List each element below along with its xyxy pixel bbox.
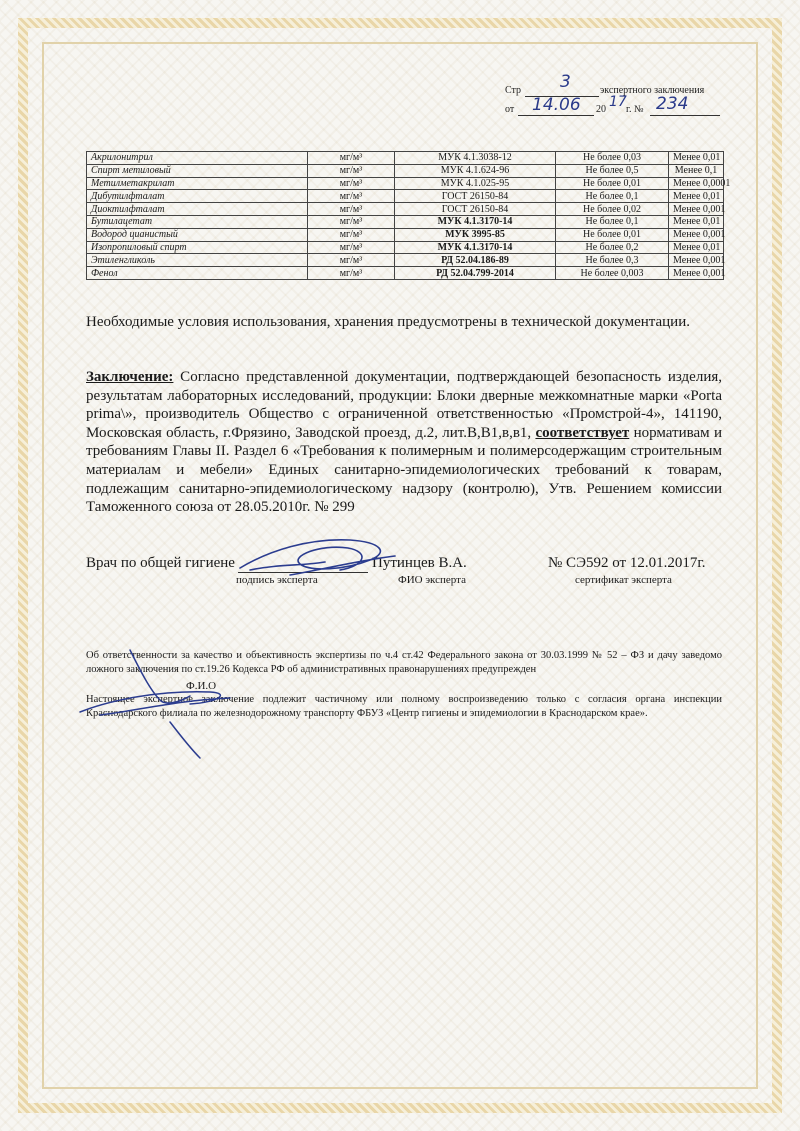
- cell-substance: Спирт метиловый: [87, 164, 308, 177]
- cell-unit: мг/м³: [308, 203, 395, 216]
- year-prefix: 20: [596, 104, 606, 115]
- cell-norm: Не более 0,1: [556, 190, 669, 203]
- cell-method: ГОСТ 26150-84: [395, 203, 556, 216]
- table-row: [87, 177, 724, 190]
- cell-unit: мг/м³: [308, 267, 395, 280]
- cell-unit: мг/м³: [308, 177, 395, 190]
- from-label: от: [505, 104, 515, 115]
- page-label: Стр: [505, 85, 522, 96]
- page-suffix: экспертного заключения: [600, 85, 705, 96]
- cell-norm: Не более 0,01: [556, 228, 669, 241]
- caption-name: ФИО эксперта: [398, 574, 466, 586]
- cell-norm: Не более 0,5: [556, 164, 669, 177]
- results-table: [86, 151, 731, 280]
- cell-unit: мг/м³: [308, 190, 395, 203]
- cell-method: МУК 4.1.025-95: [395, 177, 556, 190]
- cell-result: Менее 0,001: [669, 203, 724, 216]
- cell-result: Менее 0,01: [669, 215, 724, 228]
- cell-norm: Не более 0,1: [556, 215, 669, 228]
- reproduction-text: Настоящее экспертное заключение подлежит частичному или полному воспроизведению только с согласия органа инспекции Краснодарского филиала по железнодорожному транспорту ФБУЗ «Центр гигиены и эпидемиологии в Краснодарском крае».: [86, 694, 722, 719]
- cell-substance: Фенол: [87, 267, 308, 280]
- table-row: [87, 254, 724, 267]
- conclusion-text-1: Согласно представленной документации, подтверждающей безопасность изделия, результатам лабораторных исследований, продукции: Блоки дверные межкомнатные марки «Porta prima\», производитель Общество с ограниченной ответственностью «Промстрой-4», 141190, Московская область, г.Фрязино, Заводской проезд, д.2, лит.В,В1,в,в1,: [86, 369, 722, 441]
- cell-substance: Бутилацетат: [87, 215, 308, 228]
- cell-substance: Водород цианистый: [87, 228, 308, 241]
- cell-method: РД 52.04.799-2014: [395, 267, 556, 280]
- cell-result: Менее 0,001: [669, 267, 724, 280]
- table-row: [87, 241, 724, 254]
- table-row: [87, 228, 724, 241]
- number-handwritten: 234: [656, 94, 689, 114]
- cell-result: Менее 0,001: [669, 228, 724, 241]
- footer-handwritten-signature: [70, 640, 260, 770]
- cell-substance: Дибутилфталат: [87, 190, 308, 203]
- cell-unit: мг/м³: [308, 164, 395, 177]
- cell-result: Менее 0,01: [669, 152, 724, 165]
- cell-norm: Не более 0,003: [556, 267, 669, 280]
- table-row: [87, 267, 724, 280]
- conclusion-paragraph: [86, 368, 722, 517]
- table-row: [87, 215, 724, 228]
- cell-unit: мг/м³: [308, 241, 395, 254]
- cell-method: МУК 4.1.3038-12: [395, 152, 556, 165]
- conclusion-text-2: нормативам и требованиям Главы II. Раздел 6 «Требования к полимерным и полимерсодержащим строительным материалам и мебели» Единых санитарно-эпидемиологических требований к товарам, подлежащим санитарно-эпидемиологическому надзору (контролю), Утв. Решением комиссии Таможенного союза от 28.05.2010г. № 299: [86, 424, 722, 516]
- cell-method: МУК 4.1.624-96: [395, 164, 556, 177]
- conditions-paragraph: Необходимые условия использования, хранения предусмотрены в технической документации.: [86, 314, 690, 330]
- cell-unit: мг/м³: [308, 152, 395, 165]
- cell-norm: Не более 0,3: [556, 254, 669, 267]
- table-row: [87, 164, 724, 177]
- cell-substance: Акрилонитрил: [87, 152, 308, 165]
- cell-substance: Этиленгликоль: [87, 254, 308, 267]
- cell-norm: Не более 0,01: [556, 177, 669, 190]
- table-row: [87, 152, 724, 165]
- table-row: [87, 203, 724, 216]
- cell-result: Менее 0,0001: [669, 177, 724, 190]
- cell-method: МУК 4.1.3170-14: [395, 215, 556, 228]
- date-handwritten: 14.06: [532, 95, 581, 115]
- cell-norm: Не более 0,03: [556, 152, 669, 165]
- page-number-handwritten: 3: [560, 72, 571, 92]
- cell-unit: мг/м³: [308, 228, 395, 241]
- number-label: г. №: [626, 104, 644, 115]
- cell-substance: Метилметакрилат: [87, 177, 308, 190]
- responsibility-text: Об ответственности за качество и объективность экспертизы по ч.4 ст.42 Федерального закона от 30.03.1999 № 52 – ФЗ и дачу заведомо ложного заключения по ст.19.26 Кодекса РФ об административных правонарушениях предупрежден: [86, 650, 722, 675]
- expert-handwritten-signature: [230, 520, 400, 590]
- cell-result: Менее 0,01: [669, 241, 724, 254]
- year-handwritten: 17: [609, 94, 627, 110]
- cell-substance: Изопропиловый спирт: [87, 241, 308, 254]
- cell-unit: мг/м³: [308, 254, 395, 267]
- caption-signature: подпись эксперта: [236, 574, 318, 586]
- signer-name: Путинцев В.А.: [372, 555, 467, 571]
- cell-result: Менее 0,1: [669, 164, 724, 177]
- cell-method: ГОСТ 26150-84: [395, 190, 556, 203]
- table-row: [87, 190, 724, 203]
- date-line: [518, 115, 594, 116]
- cell-norm: Не более 0,2: [556, 241, 669, 254]
- conclusion-label: Заключение:: [86, 369, 174, 385]
- caption-certificate: сертификат эксперта: [575, 574, 672, 586]
- cell-unit: мг/м³: [308, 215, 395, 228]
- cell-norm: Не более 0,02: [556, 203, 669, 216]
- cell-result: Менее 0,01: [669, 190, 724, 203]
- fio-label: Ф.И.О: [186, 680, 217, 692]
- conclusion-keyword: соответствует: [535, 424, 630, 441]
- cell-method: РД 52.04.186-89: [395, 254, 556, 267]
- number-line: [650, 115, 720, 116]
- cell-method: МУК 3995-85: [395, 228, 556, 241]
- cell-substance: Диоктилфталат: [87, 203, 308, 216]
- signer-role: Врач по общей гигиене: [86, 555, 235, 571]
- cell-method: МУК 4.1.3170-14: [395, 241, 556, 254]
- cell-result: Менее 0,001: [669, 254, 724, 267]
- signer-certificate: № СЭ592 от 12.01.2017г.: [548, 555, 706, 571]
